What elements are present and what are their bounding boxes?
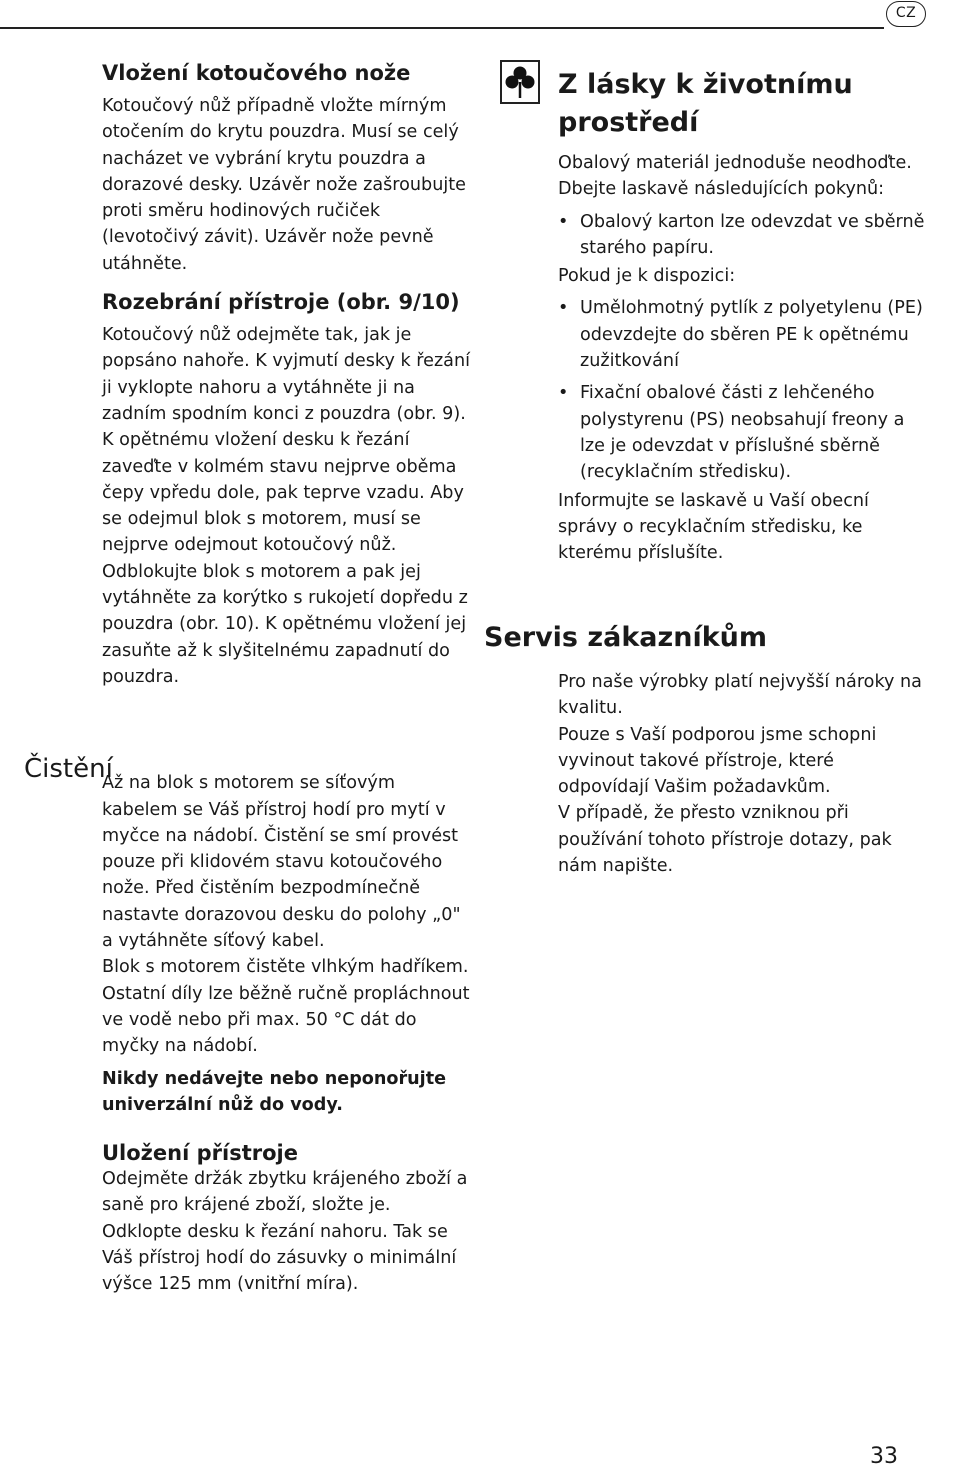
environment-heading: Z lásky k životnímu prostředí	[558, 69, 853, 138]
storage-heading: Uložení přístroje	[102, 1141, 298, 1166]
list-item: • Umělohmotný pytlík z polyetylenu (PE) odevzdejte do sběren PE k opětnému zužitkování	[558, 298, 923, 372]
service-text-1: Pro naše výrobky platí nejvyšší nároky na kvalitu.	[558, 672, 922, 719]
cleaning-heading: Čistění	[24, 754, 113, 784]
cleaning-text-2: Blok s motorem čistěte vlhkým hadříkem. Ostatní díly lze běžně ručně propláchnout ve vodě nebo při max. 50 °C dát do myčky na nádobí.	[102, 957, 470, 1057]
insert-knife-heading: Vložení kotoučového nože	[102, 61, 411, 85]
env-intro: Obalový materiál jednoduše neodhoďte. Dbejte laskavě následujících pokynů:	[558, 153, 912, 200]
left-column	[102, 60, 472, 1298]
env-if-available: Pokud je k dispozici:	[558, 266, 736, 287]
storage-text: Odejměte držák zbytku krájeného zboží a saně pro krájené zboží, složte je. Odklopte desku k řezání nahoru. Tak se Váš přístroj hodí do zásuvky o minimální výšce 125 mm (vnitřní míra).	[102, 1169, 468, 1295]
right-column	[558, 150, 928, 566]
cleaning-text-1: Až na blok s motorem se síťovým kabelem se Váš přístroj hodí pro mytí v myčce na nádobí. Čistění se smí provést pouze při klidovém stavu kotoučového nože. Před čistěním bezpodmínečně nastavte dorazovou desku do polohy „0" a vytáhněte síťový kabel.	[102, 773, 461, 952]
clover-icon	[500, 60, 540, 104]
disassembly-heading: Rozebrání přístroje (obr. 9/10)	[102, 290, 460, 315]
disassembly-text: Kotoučový nůž odejměte tak, jak je popsáno nahoře. K vyjmutí desky k řezání ji vyklopte nahoru a vytáhněte ji na zadním spodním konci z pouzdra (obr. 9). K opětnému vložení desku k řezání zaveďte v kolmém stavu nejprve oběma čepy vpředu dole, pak teprve vzadu. Aby se odejmul blok s motorem, musí se nejprve odejmout kotoučový nůž. Odblokujte blok s motorem a pak jej vytáhněte za korýtko s rukojetí dopředu z pouzdra (obr. 10). K opětnému vložení jej zasuňte až k slyšitelnému zapadnutí do pouzdra.	[102, 325, 470, 687]
env-outro: Informujte se laskavě u Vaší obecní správy o recyklačním středisku, ke kterému příslušíte.	[558, 490, 869, 564]
env-list-1	[558, 209, 928, 262]
cleaning-warning: Nikdy nedávejte nebo neponořujte univerzální nůž do vody.	[102, 1068, 447, 1115]
service-text-3: V případě, že přesto vzniknou při používání tohoto přístroje dotazy, pak nám napište.	[558, 803, 892, 877]
list-item: • Obalový karton lze odevzdat ve sběrně starého papíru.	[558, 211, 925, 258]
service-column	[558, 669, 928, 879]
insert-knife-text: Kotoučový nůž případně vložte mírným otočením do krytu pouzdra. Musí se celý nacházet ve vybrání krytu pouzdra a dorazové desky. Uzávěr nože zašroubujte proti směru hodinových ručiček (levotočivý závit). Uzávěr nože pevně utáhněte.	[102, 96, 466, 274]
env-list-2	[558, 295, 928, 485]
language-badge: CZ	[886, 1, 926, 27]
list-item: • Fixační obalové části z lehčeného polystyrenu (PS) neobsahují freony a lze je odevzdat v příslušné sběrně (recyklačním středisku).	[558, 383, 905, 483]
service-text-2: Pouze s Vaší podporou jsme schopni vyvinout takové přístroje, které odpovídají Vašim požadavkům.	[558, 724, 877, 798]
page-number: 33	[870, 1444, 898, 1469]
service-heading: Servis zákazníkům	[484, 622, 768, 653]
top-rule	[0, 27, 884, 29]
